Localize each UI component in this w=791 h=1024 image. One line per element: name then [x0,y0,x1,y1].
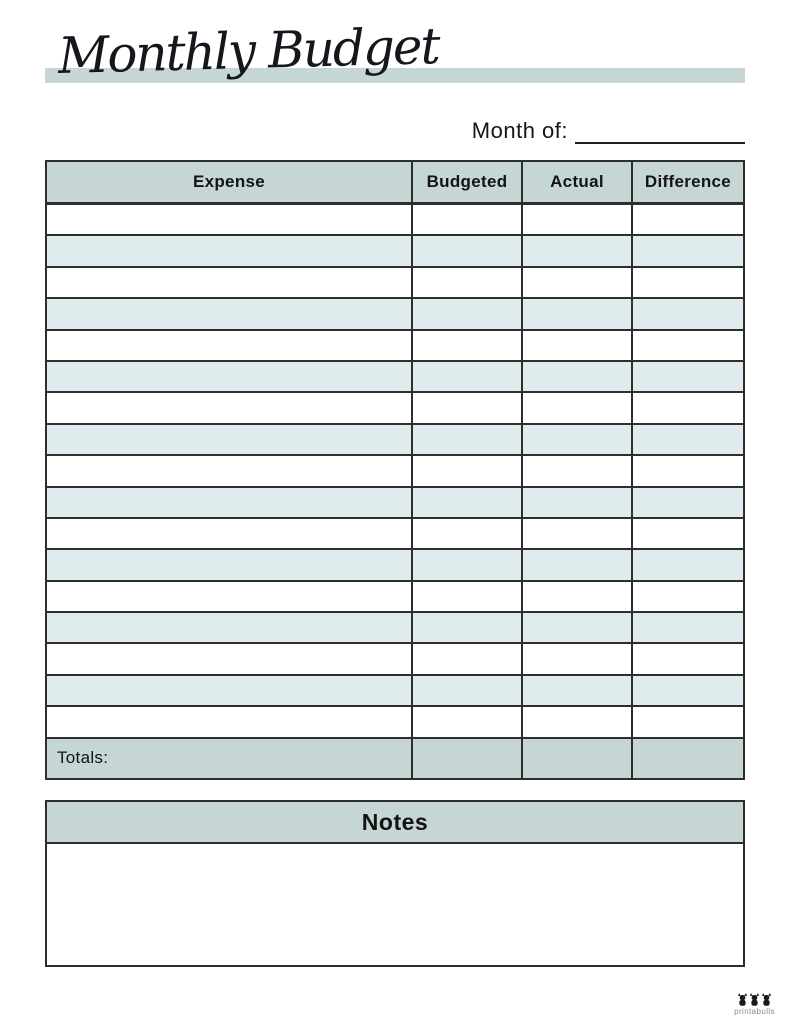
cell-difference [633,425,743,454]
cell-budgeted [413,519,523,548]
cell-actual [523,582,633,611]
cell-budgeted [413,425,523,454]
three-bulldogs-icon [737,993,772,1006]
totals-label: Totals: [47,739,413,778]
cell-difference [633,331,743,360]
cell-actual [523,676,633,705]
table-row [47,425,743,456]
cell-expense [47,393,413,422]
cell-difference [633,236,743,265]
cell-budgeted [413,488,523,517]
notes-body [47,844,743,965]
cell-budgeted [413,362,523,391]
cell-budgeted [413,550,523,579]
cell-difference [633,362,743,391]
cell-difference [633,676,743,705]
totals-actual-cell [523,739,633,778]
cell-difference [633,268,743,297]
cell-budgeted [413,268,523,297]
table-row [47,456,743,487]
cell-expense [47,707,413,736]
cell-expense [47,425,413,454]
cell-actual [523,613,633,642]
table-row [47,582,743,613]
budget-table [45,160,745,780]
table-row [47,236,743,267]
cell-actual [523,519,633,548]
totals-difference-cell [633,739,743,778]
cell-expense [47,299,413,328]
column-header-expense: Expense [47,162,413,202]
table-row [47,550,743,581]
cell-expense [47,456,413,485]
cell-difference [633,613,743,642]
cell-actual [523,299,633,328]
cell-difference [633,550,743,579]
column-header-budgeted: Budgeted [413,162,523,202]
table-row [47,331,743,362]
cell-difference [633,644,743,673]
cell-actual [523,425,633,454]
cell-budgeted [413,707,523,736]
cell-actual [523,456,633,485]
cell-actual [523,268,633,297]
cell-difference [633,707,743,736]
month-of-blank-line [575,118,745,144]
table-row [47,205,743,236]
cell-expense [47,488,413,517]
cell-budgeted [413,236,523,265]
month-of-label: Month of: [471,118,568,143]
cell-budgeted [413,205,523,234]
cell-expense [47,205,413,234]
table-row [47,644,743,675]
cell-expense [47,362,413,391]
cell-actual [523,707,633,736]
cell-expense [47,550,413,579]
cell-actual [523,644,633,673]
totals-budgeted-cell [413,739,523,778]
cell-difference [633,488,743,517]
cell-actual [523,205,633,234]
cell-difference [633,205,743,234]
cell-budgeted [413,456,523,485]
cell-actual [523,488,633,517]
cell-expense [47,331,413,360]
cell-difference [633,582,743,611]
cell-expense [47,613,413,642]
brand-name: printabulls [734,1007,775,1016]
totals-row [47,739,743,778]
cell-expense [47,676,413,705]
bulldog-icon [749,993,760,1006]
cell-budgeted [413,613,523,642]
cell-budgeted [413,299,523,328]
table-row [47,707,743,738]
cell-actual [523,331,633,360]
cell-expense [47,236,413,265]
month-of-row [472,118,745,144]
cell-actual [523,393,633,422]
cell-budgeted [413,331,523,360]
cell-difference [633,519,743,548]
budget-table-body [47,205,743,739]
table-row [47,519,743,550]
notes-header: Notes [47,802,743,844]
printabulls-logo [734,993,775,1016]
page-title: Monthly Budget [57,17,440,85]
cell-budgeted [413,676,523,705]
cell-expense [47,582,413,611]
table-row [47,488,743,519]
cell-budgeted [413,644,523,673]
cell-budgeted [413,393,523,422]
table-row [47,613,743,644]
bulldog-icon [761,993,772,1006]
column-header-actual: Actual [523,162,633,202]
table-row [47,268,743,299]
cell-difference [633,456,743,485]
cell-expense [47,644,413,673]
table-row [47,393,743,424]
cell-difference [633,299,743,328]
table-row [47,676,743,707]
bulldog-icon [737,993,748,1006]
cell-expense [47,519,413,548]
table-row [47,362,743,393]
column-header-difference: Difference [644,172,732,191]
cell-actual [523,236,633,265]
cell-actual [523,362,633,391]
table-header-row [47,162,743,205]
table-row [47,299,743,330]
cell-actual [523,550,633,579]
cell-difference [633,393,743,422]
notes-section [45,800,745,967]
cell-expense [47,268,413,297]
cell-budgeted [413,582,523,611]
